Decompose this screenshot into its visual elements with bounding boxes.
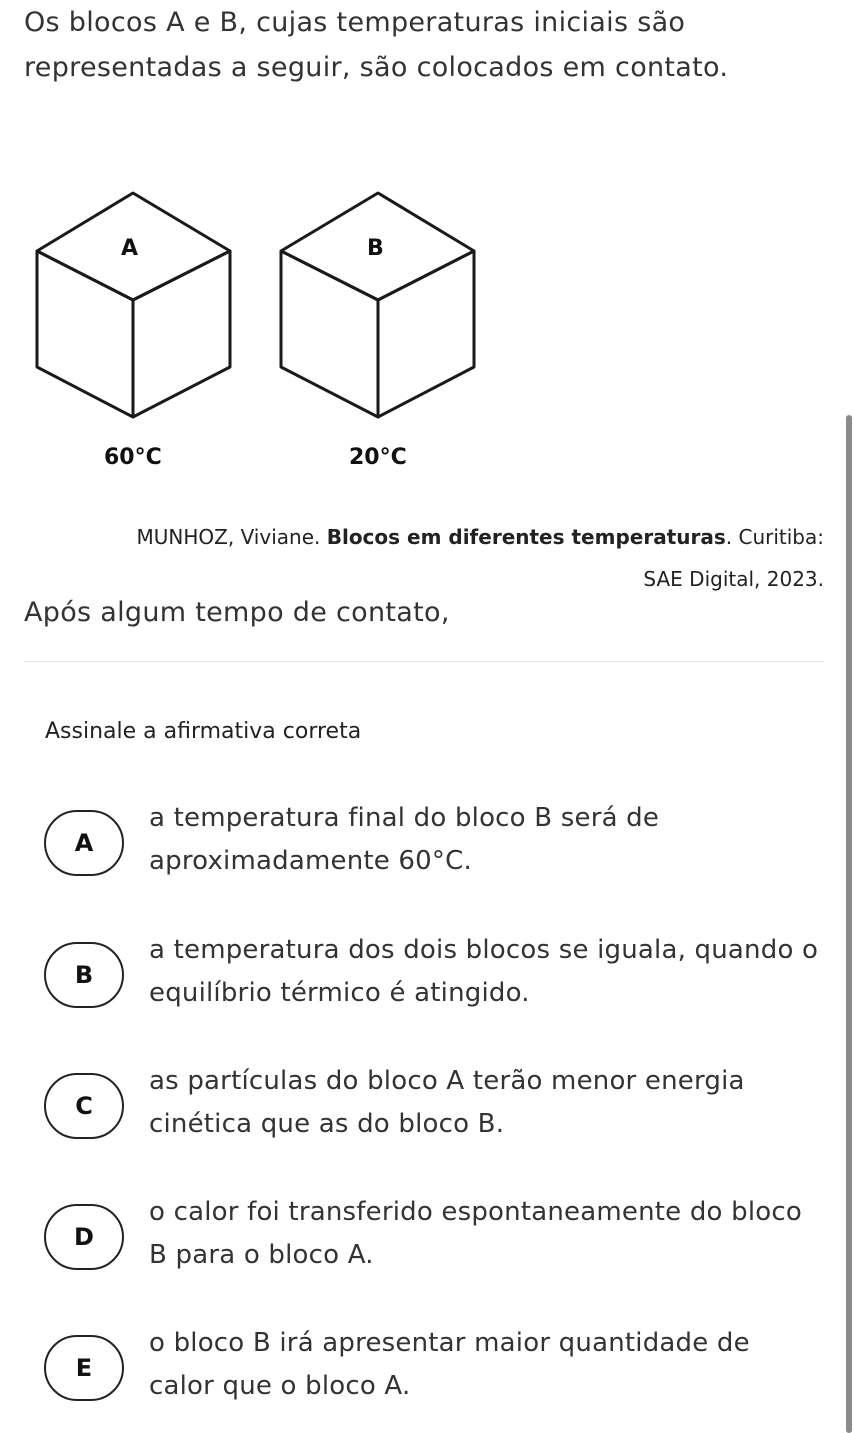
option-e-text[interactable]: o bloco B irá apresentar maior quantidade de calor que o bloco A. [149,1328,750,1401]
option-d-text[interactable]: o calor foi transferido espontaneamente do bloco B para o bloco A. [149,1197,802,1270]
option-c-badge[interactable]: C [44,1073,124,1139]
option-e[interactable] [44,1322,824,1422]
question-instruction: Assinale a afirmativa correta [45,719,362,744]
cube-b-temperature: 20°C [349,445,407,470]
option-a[interactable] [44,797,824,897]
citation-place: . Curitiba: [725,525,824,549]
citation-title: Blocos em diferentes temperaturas [326,525,726,549]
citation-line-1 [137,525,824,549]
option-b-text[interactable]: a temperatura dos dois blocos se iguala, quando o equilíbrio térmico é atingido. [149,935,819,1008]
divider [24,661,824,662]
blocks-figure [0,180,854,500]
option-a-text[interactable]: a temperatura final do bloco B será de aproximadamente 60°C. [149,803,660,876]
option-e-badge[interactable]: E [44,1335,124,1401]
cube-a-label: A [121,236,139,261]
option-d[interactable] [44,1191,824,1291]
question-prompt: Após algum tempo de contato, [24,597,450,628]
cube-a-icon [37,193,230,417]
cube-b-label: B [367,236,384,261]
citation-publisher: SAE Digital, 2023. [643,567,824,591]
scrollbar[interactable] [846,415,852,1433]
option-d-badge[interactable]: D [44,1204,124,1270]
option-b-badge[interactable]: B [44,942,124,1008]
cube-a-temperature: 60°C [104,445,162,470]
cube-b-icon [281,193,474,417]
option-a-badge[interactable]: A [44,810,124,876]
question-intro: Os blocos A e B, cujas temperaturas iniciais são representadas a seguir, são colocados em contato. [24,7,729,83]
option-c[interactable] [44,1060,824,1160]
citation-author: MUNHOZ, Viviane. [136,525,327,549]
option-b[interactable] [44,929,824,1029]
option-c-text[interactable]: as partículas do bloco A terão menor energia cinética que as do bloco B. [149,1066,745,1139]
